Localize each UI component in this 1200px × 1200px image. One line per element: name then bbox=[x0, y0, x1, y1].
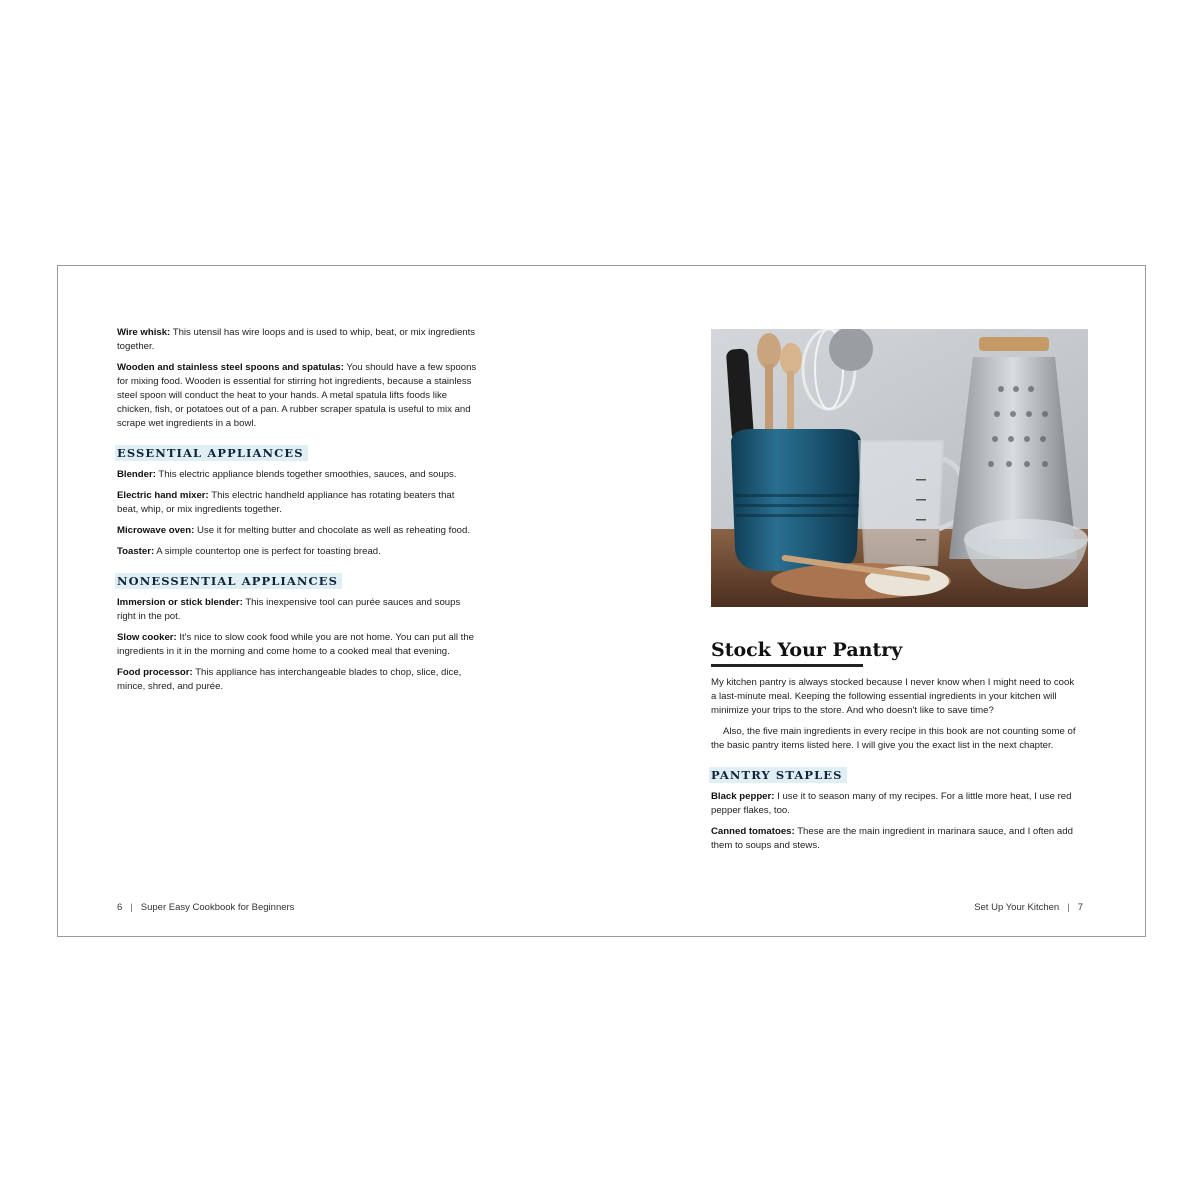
kitchen-tools-photo bbox=[711, 329, 1088, 607]
food-processor-entry: Food processor: This appliance has interchangeable blades to chop, slice, dice, mince, shred, and purée. bbox=[117, 667, 462, 692]
wire-whisk-entry: Wire whisk: This utensil has wire loops and is used to whip, beat, or mix ingredients together. bbox=[117, 327, 476, 352]
spoons-entry: Wooden and stainless steel spoons and spatulas: You should have a few spoons for mixing food. Wooden is essential for stirring hot ingredients, because a stainless steel spoon will conduct the heat to your hands. A metal spatula lifts foods like chicken, fish, or potatoes out of a pan. A rubber scraper spatula is useful to mix and scrape wet ingredients in a bowl. bbox=[117, 362, 477, 429]
footer-separator: | bbox=[130, 902, 133, 913]
right-page-footer bbox=[974, 902, 1083, 914]
second-paragraph: Also, the five main ingredients in every recipe in this book are not counting some of the basic pantry items listed here. I will give you the exact list in the next chapter. bbox=[711, 726, 1076, 751]
right-page-number: 7 bbox=[1077, 902, 1083, 913]
title-underline bbox=[711, 664, 863, 667]
right-page-content bbox=[711, 638, 1076, 860]
kitchen-tools-illustration bbox=[711, 329, 1088, 607]
left-page-content bbox=[117, 326, 478, 701]
blender-entry: Blender: This electric appliance blends together smoothies, sauces, and soups. bbox=[117, 469, 457, 480]
canned-tomatoes-entry: Canned tomatoes: These are the main ingredient in marinara sauce, and I often add them to soups and stews. bbox=[711, 826, 1073, 851]
book-spread bbox=[57, 265, 1146, 937]
hand-mixer-entry: Electric hand mixer: This electric handheld appliance has rotating beaters that beat, whip, or mix ingredients together. bbox=[117, 490, 455, 515]
toaster-entry: Toaster: A simple countertop one is perfect for toasting bread. bbox=[117, 546, 381, 557]
immersion-blender-entry: Immersion or stick blender: This inexpensive tool can purée sauces and soups right in the pot. bbox=[117, 597, 461, 622]
footer-separator: | bbox=[1067, 902, 1070, 913]
microwave-entry: Microwave oven: Use it for melting butter and chocolate as well as reheating food. bbox=[117, 525, 471, 536]
black-pepper-entry: Black pepper: I use it to season many of my recipes. For a little more heat, I use red pepper flakes, too. bbox=[711, 791, 1072, 816]
slow-cooker-entry: Slow cooker: It's nice to slow cook food while you are not home. You can put all the ingredients in it in the morning and come home to a cooked meal that evening. bbox=[117, 632, 475, 657]
left-page-footer bbox=[117, 902, 294, 914]
page-title: Stock Your Pantry bbox=[711, 639, 903, 661]
essential-appliances-heading: ESSENTIAL APPLIANCES bbox=[115, 445, 308, 461]
pantry-staples-heading: PANTRY STAPLES bbox=[709, 767, 847, 783]
intro-paragraph: My kitchen pantry is always stocked because I never know when I might need to cook a last-minute meal. Keeping the following essential ingredients in your kitchen will minimize your trips to the store. And who doesn't like to save time? bbox=[711, 677, 1075, 716]
nonessential-appliances-heading: NONESSENTIAL APPLIANCES bbox=[115, 573, 342, 589]
left-page-number: 6 bbox=[117, 902, 123, 913]
right-running-title: Set Up Your Kitchen bbox=[974, 902, 1060, 913]
left-running-title: Super Easy Cookbook for Beginners bbox=[140, 902, 295, 913]
